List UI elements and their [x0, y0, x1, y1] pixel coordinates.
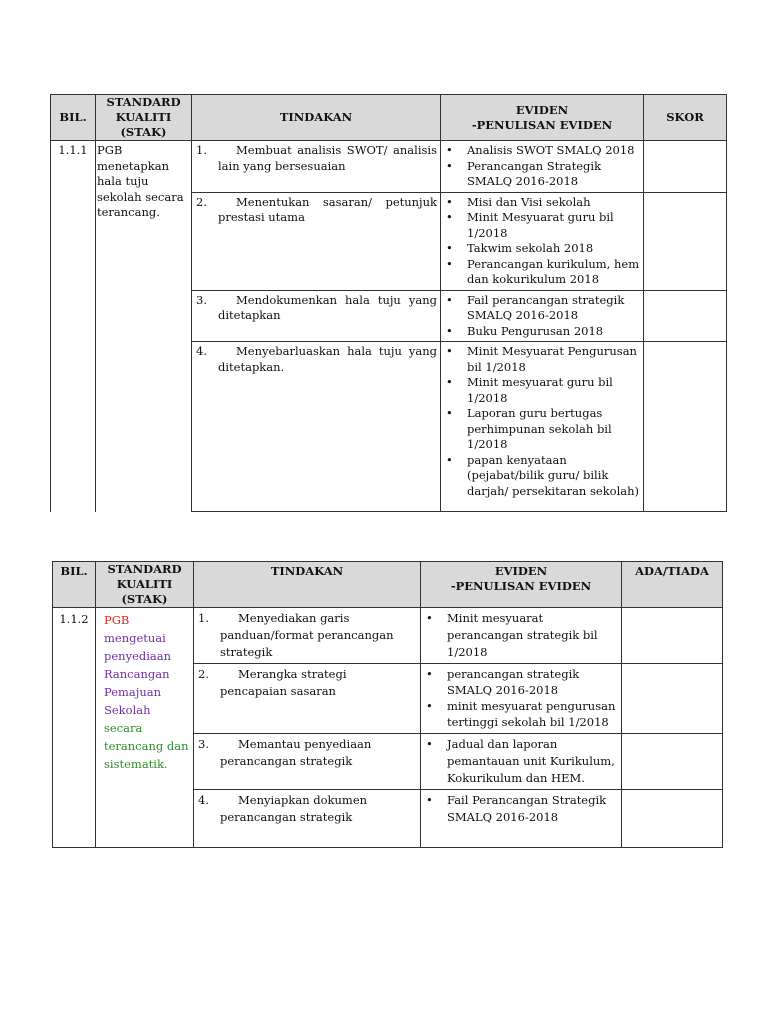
standard-cell — [96, 608, 194, 848]
action-text: Menyediakan garis panduan/format perancangan strategik — [220, 611, 394, 659]
action-text: Menyiapkan dokumen perancangan strategik — [220, 793, 368, 824]
standard-table-1 — [50, 94, 727, 512]
evidence-item: • Fail Perancangan Strategik SMALQ 2016-2018 — [447, 792, 619, 826]
standard-text-mengetuai: mengetuai penyediaan Rancangan Pemajuan Sekolah — [104, 631, 172, 717]
action-cell — [192, 290, 441, 342]
header-eviden-line2: -PENULISAN EVIDEN — [450, 579, 592, 593]
header-standard: STANDARD KUALITI (STAK) — [96, 562, 194, 608]
action-number: 1. — [198, 611, 209, 625]
ada-tiada-cell[interactable] — [622, 608, 723, 664]
action-cell — [192, 192, 441, 290]
standard-text: PGB menetapkan hala tuju sekolah secara terancang. — [97, 143, 184, 219]
standard-table-2 — [52, 561, 723, 848]
header-ada-tiada: ADA/TIADA — [622, 562, 723, 608]
evidence-item: • Perancangan Strategik SMALQ 2016-2018 — [467, 159, 641, 190]
bil-number: 1.1.1 — [58, 143, 88, 157]
bil-number: 1.1.2 — [59, 612, 89, 626]
action-number: 2. — [198, 667, 209, 681]
action-cell — [194, 664, 421, 734]
evidence-item: • Minit mesyuarat guru bil 1/2018 — [467, 375, 641, 406]
evidence-item: • Perancangan kurikulum, hem dan kokurikulum 2018 — [467, 257, 641, 288]
evidence-cell — [441, 342, 644, 512]
action-text: Merangka strategi pencapaian sasaran — [220, 667, 347, 698]
action-cell — [194, 734, 421, 790]
evidence-item: • Jadual dan laporan pemantauan unit Kurikulum, Kokurikulum dan HEM. — [447, 736, 619, 787]
action-text: Membuat analisis SWOT/ analisis lain yang bersesuaian — [218, 143, 437, 173]
standard-text-pgb: PGB — [104, 613, 130, 627]
action-number: 1. — [196, 143, 207, 157]
evidence-cell — [441, 192, 644, 290]
header-eviden-line1: EVIDEN — [494, 564, 548, 578]
action-cell — [194, 790, 421, 848]
evidence-item: • Laporan guru bertugas perhimpunan sekolah bil 1/2018 — [467, 406, 641, 453]
evidence-item: • Minit mesyuarat perancangan strategik bil 1/2018 — [447, 610, 619, 661]
evidence-cell — [441, 141, 644, 193]
evidence-item: • perancangan strategik SMALQ 2016-2018 — [447, 666, 619, 698]
action-number: 4. — [196, 344, 207, 358]
skor-cell[interactable] — [644, 141, 727, 193]
evidence-item: • papan kenyataan (pejabat/bilik guru/ bilik darjah/ persekitaran sekolah) — [467, 453, 641, 500]
evidence-cell — [421, 664, 622, 734]
ada-tiada-cell[interactable] — [622, 664, 723, 734]
header-skor: SKOR — [644, 95, 727, 141]
header-bil: BIL. — [51, 95, 96, 141]
action-text: Mendokumenkan hala tuju yang ditetapkan — [218, 292, 437, 322]
evidence-cell — [441, 290, 644, 342]
header-tindakan: TINDAKAN — [192, 95, 441, 141]
standard-cell — [96, 141, 192, 512]
evidence-item: • Buku Pengurusan 2018 — [467, 324, 641, 340]
action-cell — [194, 608, 421, 664]
header-bil: BIL. — [53, 562, 96, 608]
table-row — [53, 608, 723, 664]
header-eviden — [421, 562, 622, 608]
evidence-item: • Misi dan Visi sekolah — [467, 195, 641, 211]
action-text: Memantau penyediaan perancangan strategik — [220, 737, 372, 768]
ada-tiada-cell[interactable] — [622, 790, 723, 848]
action-cell — [192, 141, 441, 193]
action-number: 2. — [196, 194, 207, 209]
bil-cell — [51, 141, 96, 512]
ada-tiada-cell[interactable] — [622, 734, 723, 790]
action-text: Menyebarluaskan hala tuju yang ditetapkan. — [218, 344, 437, 374]
action-cell — [192, 342, 441, 512]
evidence-item: • Analisis SWOT SMALQ 2018 — [467, 143, 641, 159]
bil-cell — [53, 608, 96, 848]
header-eviden — [441, 95, 644, 141]
standard-text-secara: secara terancang dan sistematik. — [104, 721, 189, 771]
evidence-item: • Takwim sekolah 2018 — [467, 241, 641, 257]
evidence-cell — [421, 790, 622, 848]
skor-cell[interactable] — [644, 192, 727, 290]
evidence-item: • Fail perancangan strategik SMALQ 2016-2018 — [467, 293, 641, 324]
action-text: Menentukan sasaran/ petunjuk prestasi utama — [218, 194, 437, 224]
standard-text — [96, 608, 193, 773]
evidence-item: • Minit Mesyuarat Pengurusan bil 1/2018 — [467, 344, 641, 375]
action-number: 3. — [198, 737, 209, 751]
skor-cell[interactable] — [644, 290, 727, 342]
header-eviden-line1: EVIDEN — [515, 102, 569, 117]
header-eviden-line2: -PENULISAN EVIDEN — [471, 117, 613, 132]
evidence-item: • minit mesyuarat pengurusan tertinggi sekolah bil 1/2018 — [447, 698, 619, 730]
header-tindakan: TINDAKAN — [194, 562, 421, 608]
action-number: 4. — [198, 793, 209, 807]
evidence-item: • Minit Mesyuarat guru bil 1/2018 — [467, 210, 641, 241]
action-number: 3. — [196, 292, 207, 307]
table-row — [51, 141, 727, 193]
header-standard: STANDARD KUALITI (STAK) — [96, 95, 192, 141]
evidence-cell — [421, 734, 622, 790]
evidence-cell — [421, 608, 622, 664]
skor-cell[interactable] — [644, 342, 727, 512]
